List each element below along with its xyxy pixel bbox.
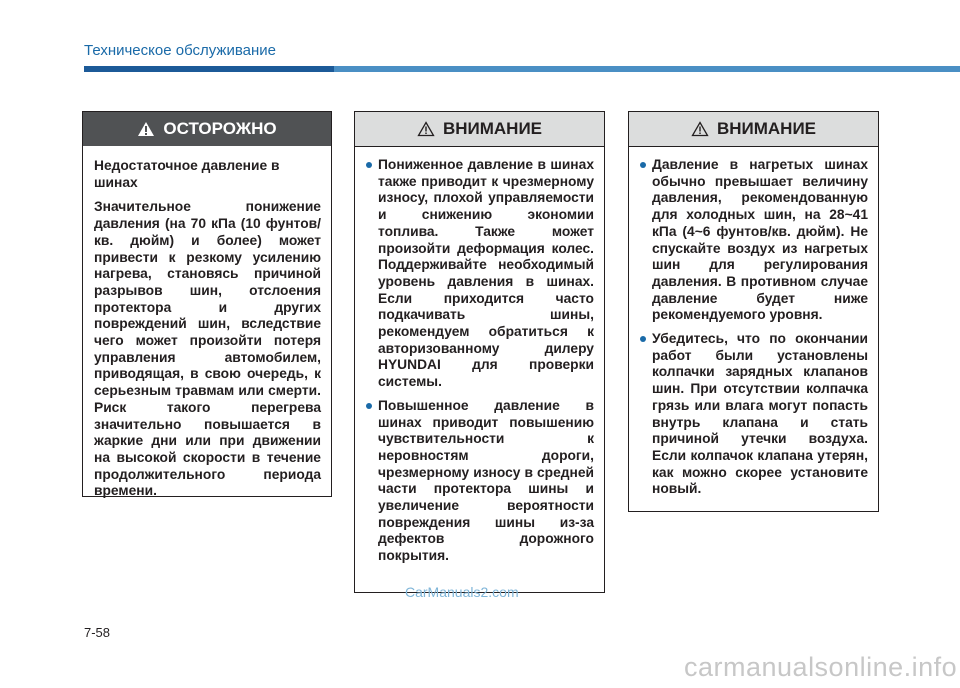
caution-1-item: Повышенное давление в шинах приводит повышению чувствительности к неровностям дороги, чрезмерному износу в средней части протектора шины и увеличение вероятности повреждения шины из-за дефектов дорожного покрытия.: [366, 398, 594, 565]
caution-icon: [691, 121, 709, 137]
caution-heading-1: ВНИМАНИЕ: [442, 119, 543, 138]
warning-body: [83, 146, 331, 516]
warning-subtitle: Недостаточное давление в шинах: [94, 158, 280, 190]
watermark-small[interactable]: CarManuals2.com: [405, 584, 519, 600]
caution-header-2: [629, 112, 878, 147]
caution-2-item: Давление в нагретых шинах обычно превышает величину давления, рекомендованную для холодных шин, на 28~41 кПа (4~6 фунтов/кв. дюйм). Не спускайте воздух из нагретых шин для регулирования давления. В противном случае давление будет ниже рекомендуемого уровня.: [640, 157, 868, 324]
header-rule: [84, 66, 960, 72]
header-rule-accent: [84, 66, 334, 72]
warning-icon: [137, 121, 155, 137]
page-number: 7-58: [84, 625, 111, 640]
caution-header-1: [355, 112, 604, 147]
caution-heading-2: ВНИМАНИЕ: [716, 119, 817, 138]
caution-2-item: Убедитесь, что по окончании работ были установлены колпачки зарядных клапанов шин. При отсутствии колпачка грязь или влага могут попасть внутрь клапана и стать причиной утечки воздуха. Если колпачок клапана утерян, как можно скорее установите новый.: [640, 331, 868, 498]
watermark-large: carmanualsonline.info: [684, 652, 958, 682]
caution-box-2: [628, 111, 879, 512]
caution-body-1: [355, 147, 604, 580]
caution-body-2: [629, 147, 878, 513]
warning-heading: ОСТОРОЖНО: [163, 119, 277, 138]
caution-icon: [417, 121, 435, 137]
warning-box: [82, 111, 332, 497]
warning-header: [83, 112, 331, 146]
caution-box-1: [354, 111, 605, 593]
caution-1-item: Пониженное давление в шинах также приводит к чрезмерному износу, плохой управляемости и снижению экономии топлива. Также может произойти деформация колес. Поддерживайте необходимый уровень давления в шинах. Если приходится часто подкачивать шины, рекомендуем обратиться к авторизованному дилеру HYUNDAI для проверки системы.: [366, 157, 594, 391]
section-title: Техническое обслуживание: [84, 42, 276, 59]
warning-text: Значительное понижение давления (на 70 кПа (10 фунтов/кв. дюйм) и более) может привести к резкому усилению нагрева, становясь причиной разрывов шин, отслоения протектора и других повреждений шин, вследствие чего может произойти потеря управления автомобилем, приводящая, в свою очередь, к серьезным травмам или смерти. Риск такого перегрева значительно повышается в жаркие дни или при движении на высокой скорости в течение продолжительного периода времени.: [94, 199, 321, 499]
